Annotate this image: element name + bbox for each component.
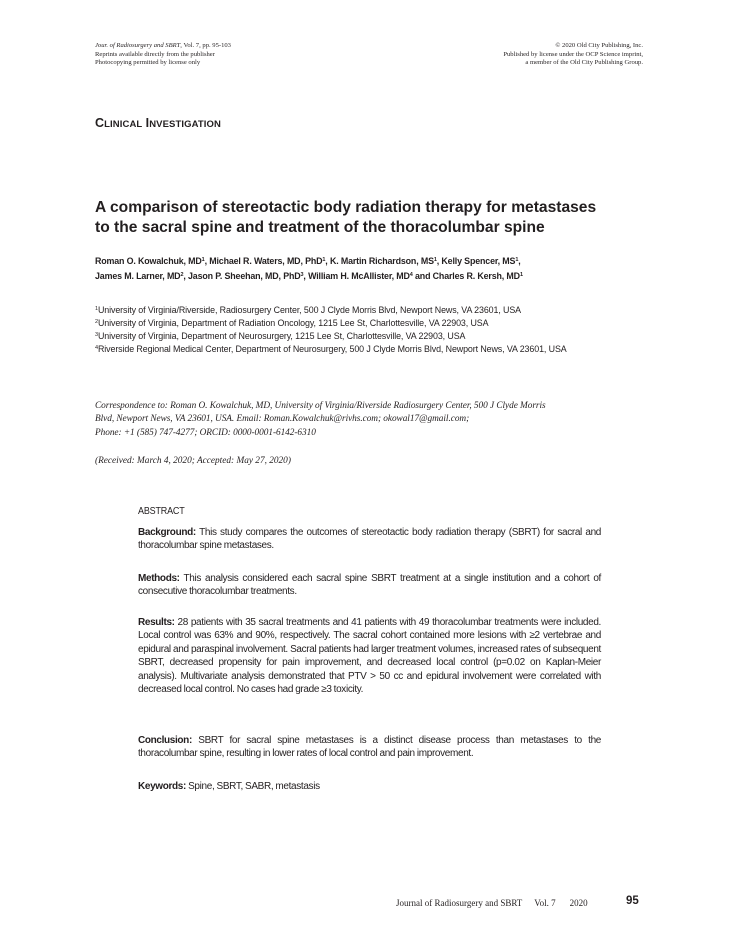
correspondence-block — [95, 400, 655, 440]
article-title — [95, 198, 655, 238]
affiliation-item: $^3$University of Virginia, Department of Neurosurgery, 1215 Lee St, Charlottesville, VA 22903, USA — [95, 331, 466, 341]
running-header-right — [383, 42, 643, 68]
author: Charles R. Kersh, $MD^1$ — [432, 271, 523, 281]
footer-journal-name: Journal of Radiosurgery and SBRT — [396, 898, 523, 908]
copyright-notice: © 2020 Old City Publishing, Inc. — [555, 42, 643, 49]
running-footer — [396, 898, 646, 908]
abstract-keywords — [138, 780, 601, 793]
footer-volume: Vol. 7 — [534, 898, 556, 908]
affiliation-list — [95, 304, 655, 356]
journal-short-name: Jour. of Radiosurgery and SBRT — [95, 42, 181, 49]
license-notice: Published by license under the OCP Science imprint, — [503, 50, 643, 58]
abstract-results — [138, 616, 601, 696]
correspondence-line: Blvd, Newport News, VA 23601, USA. Email: Roman.Kowalchuk@rivhs.com; okowal17@gmail.com; — [95, 414, 470, 425]
author: Roman O. Kowalchuk, $MD^1$, — [95, 256, 210, 266]
affiliation-item: $^1$University of Virginia/Riverside, Radiosurgery Center, 500 J Clyde Morris Blvd, Newport News, VA 23601, USA — [95, 305, 522, 315]
abstract-methods — [138, 572, 601, 599]
photocopy-note: Photocopying permitted by license only — [95, 59, 201, 67]
author: William H. McAllister, $MD^4$ and — [308, 271, 433, 281]
journal-citation — [95, 42, 355, 51]
publisher-member-notice: a member of the Old City Publishing Group. — [525, 59, 643, 67]
conclusion-text: SBRT for sacral spine metastases is a distinct disease process than metastases to the thoracolumbar spine, resulting in lower rates of local control and pain improvement. — [138, 735, 601, 760]
methods-text: This analysis considered each sacral spine SBRT treatment at a single institution and a cohort of consecutive thoracolumbar treatments. — [138, 573, 601, 598]
footer-year: 2020 — [569, 898, 588, 908]
title-line-2: to the sacral spine and treatment of the thoracolumbar spine — [95, 219, 545, 236]
abstract-background — [138, 526, 601, 553]
received-accepted-dates: (Received: March 4, 2020; Accepted: May 27, 2020) — [95, 456, 291, 466]
title-line-1: A comparison of stereotactic body radiation therapy for metastases — [95, 199, 597, 216]
running-header-left — [95, 42, 355, 68]
author: Kelly Spencer, $MS^1$, — [441, 256, 521, 266]
abstract-conclusion — [138, 734, 601, 761]
author: Michael R. Waters, MD, PhD$^1$, — [209, 256, 330, 266]
correspondence-line: Correspondence to: Roman O. Kowalchuk, MD, University of Virginia/Riverside Radiosurgery Center, 500 J Clyde Morris — [95, 401, 546, 411]
affiliation-item: $^4$Riverside Regional Medical Center, Department of Neurosurgery, 500 J Clyde Morris Blvd, Newport News, VA 23601, USA — [95, 344, 567, 354]
affiliation-item: $^2$University of Virginia, Department of Radiation Oncology, 1215 Lee St, Charlottesville, VA 22903, USA — [95, 318, 489, 328]
page-number: 95 — [626, 895, 639, 907]
author: James M. Larner, $MD^2$, — [95, 271, 189, 281]
keywords-label: Keywords: — [138, 781, 186, 792]
article-type-label: CLINICAL INVESTIGATION — [95, 116, 221, 130]
volume-pages: , Vol. 7, pp. 95-103 — [180, 42, 231, 49]
background-label: Background: — [138, 527, 196, 538]
keywords-text: Spine, SBRT, SABR, metastasis — [185, 781, 320, 792]
author-list — [95, 254, 655, 284]
results-text: 28 patients with 35 sacral treatments and 41 patients with 49 thoracolumbar treatments were included. Local control was 63% and 90%, respectively. The sacral cohort contained more lesions with ≥2 vertebrae and epidural and paraspinal involvement. Sacral patients had larger treatment volumes, increased rates of subsequent SBRT, decreased propensity for pain improvement, and decreased local control (p=0.02 on Kaplan-Meier analysis). Multivariate analysis demonstrated that PTV > 50 cc and epidural involvement were correlated with decreased local control. No cases had grade ≥3 toxicity. — [138, 617, 601, 696]
methods-label: Methods: — [138, 573, 180, 584]
background-text: This study compares the outcomes of stereotactic body radiation therapy (SBRT) for sacral and thoracolumbar spine metastases. — [138, 527, 601, 552]
abstract-heading: ABSTRACT — [138, 506, 185, 517]
author: Jason P. Sheehan, MD, PhD$^3$, — [188, 271, 309, 281]
conclusion-label: Conclusion: — [138, 735, 192, 746]
results-label: Results: — [138, 617, 175, 628]
correspondence-line: Phone: +1 (585) 747-4277; ORCID: 0000-0001-6142-6310 — [95, 427, 316, 438]
author: K. Martin Richardson, $MS^1$, — [329, 256, 442, 266]
reprints-note: Reprints available directly from the publisher — [95, 50, 215, 58]
